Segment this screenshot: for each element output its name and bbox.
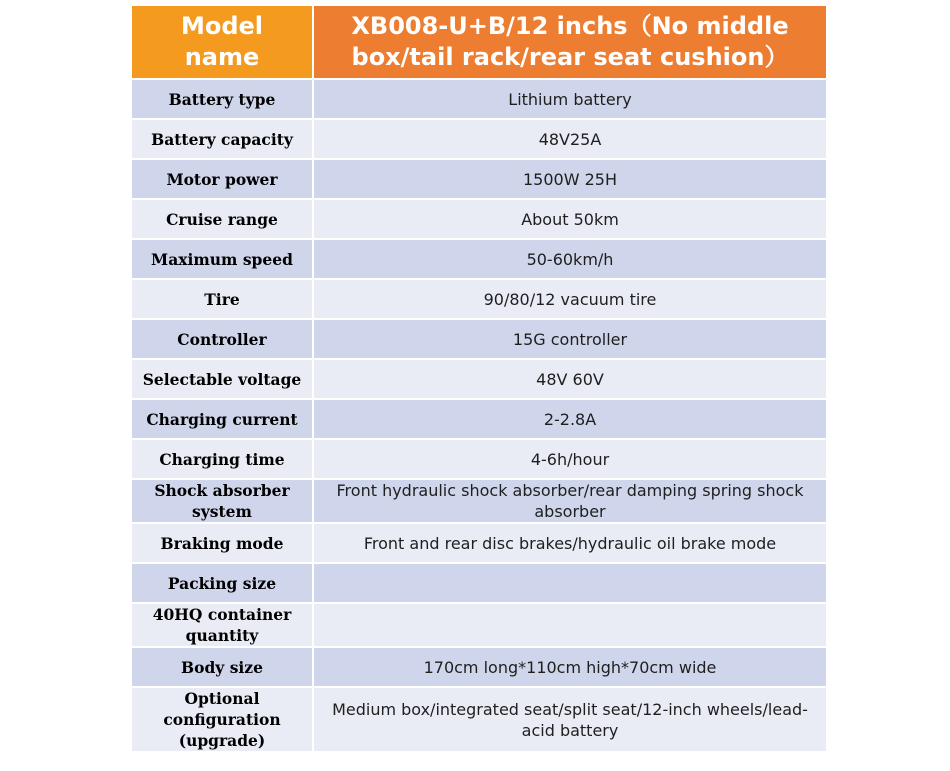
row-value [313, 563, 827, 603]
row-value: 15G controller [313, 319, 827, 359]
row-label: Selectable voltage [131, 359, 313, 399]
row-label: Maximum speed [131, 239, 313, 279]
row-label: Controller [131, 319, 313, 359]
table-row [131, 199, 827, 239]
spec-table [130, 4, 828, 753]
row-value: 4-6h/hour [313, 439, 827, 479]
row-label: Tire [131, 279, 313, 319]
row-label: Packing size [131, 563, 313, 603]
row-value: 48V25A [313, 119, 827, 159]
table-row [131, 479, 827, 523]
table-row [131, 239, 827, 279]
row-value: Front hydraulic shock absorber/rear damping spring shock absorber [313, 479, 827, 523]
table-row [131, 319, 827, 359]
row-label: Optional configuration (upgrade) [131, 687, 313, 752]
row-value: 50-60km/h [313, 239, 827, 279]
table-row [131, 119, 827, 159]
table-row [131, 523, 827, 563]
row-value [313, 603, 827, 647]
row-value: 2-2.8A [313, 399, 827, 439]
row-label: Body size [131, 647, 313, 687]
table-row [131, 399, 827, 439]
row-value: 1500W 25H [313, 159, 827, 199]
table-row [131, 279, 827, 319]
table-row [131, 159, 827, 199]
table-row [131, 359, 827, 399]
row-value: 90/80/12 vacuum tire [313, 279, 827, 319]
row-value: Front and rear disc brakes/hydraulic oil brake mode [313, 523, 827, 563]
row-label: Motor power [131, 159, 313, 199]
row-value: Medium box/integrated seat/split seat/12-inch wheels/lead-acid battery [313, 687, 827, 752]
table-row [131, 647, 827, 687]
row-value: 48V 60V [313, 359, 827, 399]
row-label: Shock absorber system [131, 479, 313, 523]
header-model-value: XB008-U+B/12 inchs（No middle box/tail rack/rear seat cushion） [313, 5, 827, 79]
table-row [131, 563, 827, 603]
row-label: Battery type [131, 79, 313, 119]
row-label: 40HQ container quantity [131, 603, 313, 647]
row-value: Lithium battery [313, 79, 827, 119]
row-label: Battery capacity [131, 119, 313, 159]
table-row [131, 439, 827, 479]
row-label: Cruise range [131, 199, 313, 239]
row-label: Charging current [131, 399, 313, 439]
table-row [131, 79, 827, 119]
row-label: Charging time [131, 439, 313, 479]
table-row [131, 603, 827, 647]
table-row [131, 687, 827, 752]
row-value: About 50km [313, 199, 827, 239]
header-row [131, 5, 827, 79]
row-label: Braking mode [131, 523, 313, 563]
header-label: Model name [131, 5, 313, 79]
row-value: 170cm long*110cm high*70cm wide [313, 647, 827, 687]
